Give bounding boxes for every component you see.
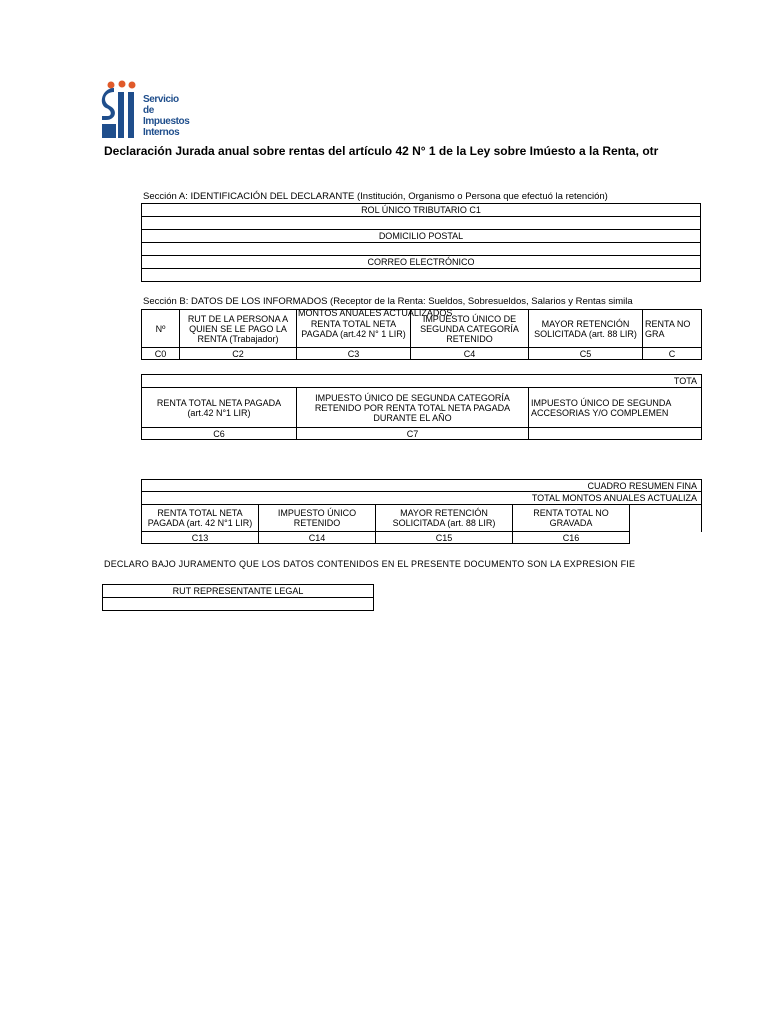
code-c16: C16 <box>513 532 630 544</box>
header-numero: Nº <box>142 310 180 348</box>
header-renta-no-gravada: RENTA NO GRA <box>643 310 702 348</box>
section-b-heading: Sección B: DATOS DE LOS INFORMADOS (Receptor de la Renta: Sueldos, Sobresueldos, Salarios y Rentas simila <box>143 296 633 307</box>
code-resumen-extra <box>630 532 702 544</box>
resumen-table <box>141 479 702 544</box>
code-c15: C15 <box>376 532 513 544</box>
rut-representante-label: RUT REPRESENTANTE LEGAL <box>103 585 374 598</box>
header-mayor-retencion: MAYOR RETENCIÓN SOLICITADA (art. 88 LIR) <box>529 310 643 348</box>
domicilio-field[interactable] <box>142 243 701 256</box>
rut-representante-table <box>102 584 374 611</box>
header-resumen-no-gravada: RENTA TOTAL NO GRAVADA <box>513 505 630 532</box>
code-c6: C6 <box>142 428 297 440</box>
header-resumen-mayor-retencion: MAYOR RETENCIÓN SOLICITADA (art. 88 LIR) <box>376 505 513 532</box>
sii-logo-text: Servicio de Impuestos Internos <box>143 94 190 138</box>
section-b-table <box>141 309 702 360</box>
code-c5: C5 <box>529 348 643 360</box>
code-empty <box>529 428 702 440</box>
sii-logo-mark <box>100 80 144 142</box>
header-impuesto-unico: IMPUESTO ÚNICO DE SEGUNDA CATEGORÍA RETENIDO <box>411 310 529 348</box>
rut-label: ROL ÚNICO TRIBUTARIO C1 <box>142 204 701 217</box>
header-renta-total: RENTA TOTAL NETA PAGADA (art.42 N° 1 LIR) <box>297 310 411 348</box>
code-c14: C14 <box>259 532 376 544</box>
document-title: Declaración Jurada anual sobre rentas del artículo 42 N° 1 de la Ley sobre Imúesto a la Renta, otr <box>104 144 659 158</box>
header-resumen-extra <box>630 505 702 532</box>
sii-logo <box>100 80 190 142</box>
header-impuesto-renta-neta: IMPUESTO ÚNICO DE SEGUNDA CATEGORÍA RETENIDO POR RENTA TOTAL NETA PAGADA DURANTE EL AÑO <box>297 388 529 428</box>
resumen-title: CUADRO RESUMEN FINA <box>142 480 702 492</box>
correo-field[interactable] <box>142 269 701 282</box>
montos-label: MONTOS ANUALES ACTUALIZADOS <box>298 308 453 318</box>
header-resumen-renta-total: RENTA TOTAL NETA PAGADA (art. 42 N°1 LIR) <box>142 505 259 532</box>
totales-label: TOTA <box>142 375 702 388</box>
header-impuesto-accesorias: IMPUESTO ÚNICO DE SEGUNDA ACCESORIAS Y/O COMPLEMEN <box>529 388 702 428</box>
rut-field[interactable] <box>142 217 701 230</box>
resumen-subtitle: TOTAL MONTOS ANUALES ACTUALIZA <box>142 492 702 505</box>
section-a-heading: Sección A: IDENTIFICACIÓN DEL DECLARANTE (Institución, Organismo o Persona que efectuó la retención) <box>143 191 608 202</box>
code-c2: C2 <box>180 348 297 360</box>
code-c: C <box>643 348 702 360</box>
correo-label: CORREO ELECTRÓNICO <box>142 256 701 269</box>
header-renta-total-neta: RENTA TOTAL NETA PAGADA (art.42 N°1 LIR) <box>142 388 297 428</box>
section-a-table <box>141 203 701 282</box>
declaracion-text: DECLARO BAJO JURAMENTO QUE LOS DATOS CONTENIDOS EN EL PRESENTE DOCUMENTO SON LA EXPRESION FIE <box>104 559 636 569</box>
code-c3: C3 <box>297 348 411 360</box>
rut-representante-field[interactable] <box>103 598 374 611</box>
domicilio-label: DOMICILIO POSTAL <box>142 230 701 243</box>
code-c7: C7 <box>297 428 529 440</box>
code-c13: C13 <box>142 532 259 544</box>
code-c4: C4 <box>411 348 529 360</box>
totales-table <box>141 374 702 440</box>
code-c0: C0 <box>142 348 180 360</box>
header-resumen-impuesto: IMPUESTO ÚNICO RETENIDO <box>259 505 376 532</box>
header-rut-persona: RUT DE LA PERSONA A QUIEN SE LE PAGO LA RENTA (Trabajador) <box>180 310 297 348</box>
